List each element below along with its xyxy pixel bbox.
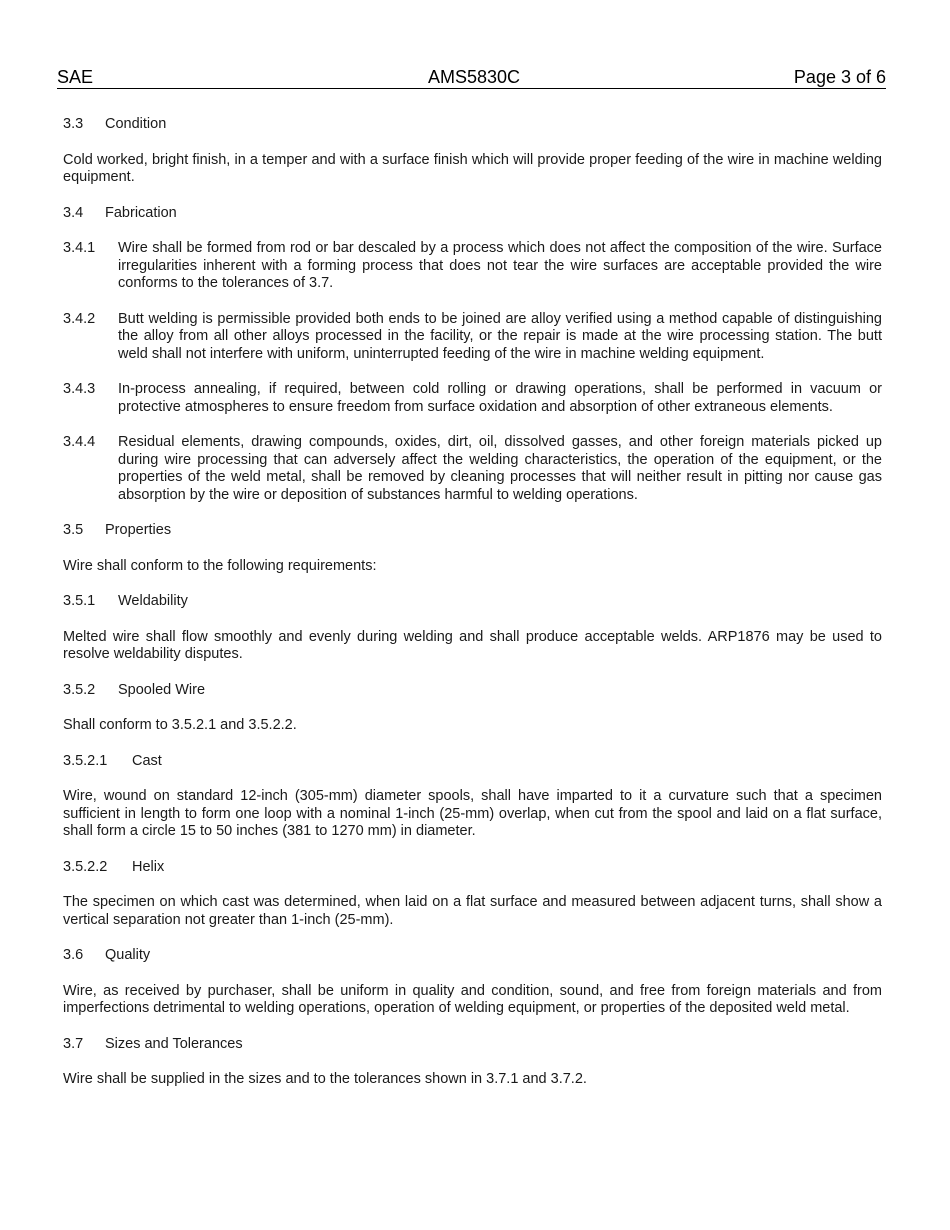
section-number: 3.5.2.1 <box>63 752 108 769</box>
document-body <box>63 116 882 1107</box>
section-title: Spooled Wire <box>118 681 206 698</box>
section-paragraph-3-5-1: Melted wire shall flow smoothly and evenly during welding and shall produce acceptable welds. ARP1876 may be used to resolve weldability disputes. <box>63 628 882 662</box>
subsection-text: In-process annealing, if required, between cold rolling or drawing operations, shall be performed in vacuum or protective atmospheres to ensure freedom from surface oxidation and absorption of other extraneous elements. <box>118 381 882 415</box>
section-paragraph-3-5-2-1: Wire, wound on standard 12-inch (305-mm) diameter spools, shall have imparted to it a curvature such that a specimen sufficient in length to form one loop with a nominal 1-inch (25-mm) overlap, when cut from the spool and laid on a flat surface, shall form a circle 15 to 50 inches (381 to 1270 mm) in diameter. <box>63 788 882 839</box>
section-paragraph-3-5-2-2: The specimen on which cast was determined, when laid on a flat surface and measured between adjacent turns, shall show a vertical separation not greater than 1-inch (25-mm). <box>63 894 882 928</box>
section-title: Properties <box>105 522 172 538</box>
subsection-3-4-1 <box>63 240 882 293</box>
header-org: SAE <box>57 67 94 87</box>
section-heading-3-5 <box>63 522 882 540</box>
section-heading-3-4 <box>63 205 882 223</box>
section-heading-3-5-2 <box>63 682 882 700</box>
section-heading-3-6 <box>63 947 882 965</box>
section-title: Cast <box>132 752 162 769</box>
section-title: Fabrication <box>105 204 177 221</box>
subsection-number: 3.4.4 <box>63 434 96 450</box>
subsection-number: 3.4.2 <box>63 310 96 327</box>
subsection-text: Wire shall be formed from rod or bar descaled by a process which does not affect the composition of the wire. Surface irregularities inherent with a forming process that does not tear the wire surfaces are acceptable provided the wire conforms to the tolerances of 3.7. <box>118 240 882 291</box>
subsection-number: 3.4.1 <box>63 240 96 256</box>
section-paragraph-3-6: Wire, as received by purchaser, shall be uniform in quality and condition, sound, and free from foreign materials and from imperfections detrimental to welding operations, operation of welding equipment, or properties of the deposited weld metal. <box>63 982 882 1016</box>
section-heading-3-5-2-1 <box>63 753 882 771</box>
section-number: 3.5.2.2 <box>63 858 108 875</box>
section-heading-3-3 <box>63 116 882 134</box>
subsection-3-4-2 <box>63 311 882 364</box>
section-number: 3.3 <box>63 116 84 132</box>
section-number: 3.5.2 <box>63 681 96 698</box>
section-title: Weldability <box>118 593 188 609</box>
section-heading-3-7 <box>63 1036 882 1054</box>
section-number: 3.5.1 <box>63 593 96 609</box>
section-paragraph-3-3: Cold worked, bright finish, in a temper and with a surface finish which will provide proper feeding of the wire in machine welding equipment. <box>63 151 882 185</box>
section-number: 3.4 <box>63 204 84 221</box>
section-paragraph-3-7: Wire shall be supplied in the sizes and to the tolerances shown in 3.7.1 and 3.7.2. <box>63 1071 587 1087</box>
section-number: 3.6 <box>63 947 84 963</box>
section-number: 3.5 <box>63 522 84 538</box>
section-title: Quality <box>105 947 151 963</box>
subsection-text: Residual elements, drawing compounds, oxides, dirt, oil, dissolved gasses, and other foreign materials picked up during wire processing that can adversely affect the welding characteristics, the operation of the equipment, or the properties of the weld metal, shall be removed by cleaning processes that will neither result in pitting nor cause gas absorption by the wire or deposition of substances harmful to welding operations. <box>118 434 882 503</box>
section-paragraph-3-5: Wire shall conform to the following requirements: <box>63 557 377 574</box>
section-title: Sizes and Tolerances <box>105 1035 243 1052</box>
section-heading-3-5-2-2 <box>63 859 882 877</box>
page-header <box>57 66 886 89</box>
header-document-number: AMS5830C <box>428 67 521 87</box>
section-title: Condition <box>105 116 167 132</box>
section-title: Helix <box>132 858 165 875</box>
header-page-number: Page 3 of 6 <box>793 67 886 87</box>
section-heading-3-5-1 <box>63 593 882 611</box>
subsection-3-4-3 <box>63 381 882 416</box>
subsection-number: 3.4.3 <box>63 381 96 397</box>
section-number: 3.7 <box>63 1035 84 1052</box>
section-paragraph-3-5-2: Shall conform to 3.5.2.1 and 3.5.2.2. <box>63 717 297 733</box>
subsection-3-4-4 <box>63 434 882 504</box>
subsection-text: Butt welding is permissible provided both ends to be joined are alloy verified using a method capable of distinguishing the alloy from all other alloys processed in the facility, or the repair is made at the wire processing station. The butt weld shall not interfere with uniform, uninterrupted feeding of the wire in machine welding equipment. <box>118 310 882 362</box>
